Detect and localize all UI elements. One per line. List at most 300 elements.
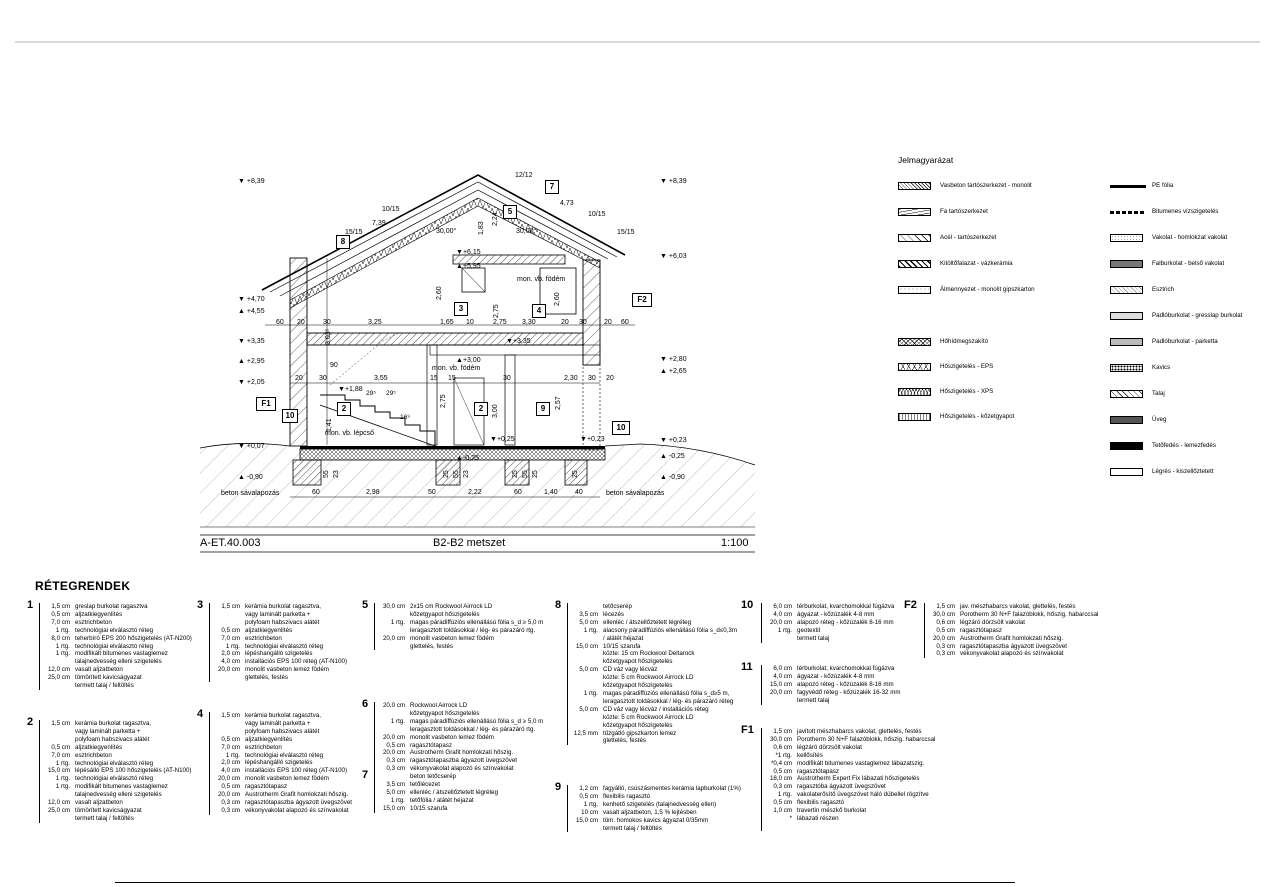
note-label: beton sávalapozás [606,490,665,497]
layer-thickness: 7,0 cm [221,634,240,642]
legend-label: Vasbeton tartószerkezet - monolit [940,182,1032,189]
layer-row [210,775,352,783]
layer-row [375,757,543,765]
layer-row [568,698,737,706]
layer-row [762,799,935,807]
layer-thickness: 20,0 cm [382,733,405,741]
layer-description: kerámia burkolat ragasztva, [75,720,152,727]
callout-9: 9 [536,402,550,416]
layer-row [40,650,192,658]
layer-thickness: 20,0 cm [217,775,240,783]
layer-row [568,706,737,714]
level-marker: ▲ -0,90 [660,474,685,481]
layer-thickness: 6,0 cm [773,603,792,610]
layer-description: kőzetgyapot hőszigetelés [603,721,673,729]
layer-thickness: 0,5 cm [221,783,240,791]
layer-thickness: 0,6 cm [936,618,955,626]
layer-row [210,643,347,651]
layer-thickness: 0,5 cm [51,610,70,618]
layer-row [40,736,191,744]
layer-description: leragasztott toldásokkal / lég- és párazáró réteg [603,697,734,705]
layer-row [40,728,191,736]
dim-label: 10 [466,319,474,326]
layer-block-id: 2 [27,716,34,728]
layer-block-bar [39,720,40,823]
layer-row [40,807,191,815]
dim-label: 1,41 [326,418,333,432]
layer-thickness: 0,5 cm [773,799,792,807]
layer-description: ellenléc / átszellőztetett légréteg [603,618,692,626]
legend-label: Talaj [1152,390,1165,397]
layer-description: termett talaj [797,696,830,704]
layer-block-id: 6 [362,698,369,710]
legend-label: Bitumenes vízszigetelés [1152,208,1219,215]
layer-description: kőzetgyapot hőszigetelés [410,709,480,717]
layer-thickness: 1 rtg. [390,717,405,725]
layer-description: javított mészhabarcs vakolat, glettelés, festés [797,728,922,735]
dim-label: 1,40 [544,489,558,496]
layer-description: tömörített kavicságyazat [75,806,142,814]
layer-block-id: 11 [741,661,753,673]
layer-thickness [210,674,245,682]
level-marker: ▲ +2,95 [238,358,265,365]
layer-row [210,619,347,627]
layer-description: közte: 5 cm Rockwool Airrock LD [603,674,694,682]
legend-swatch [898,388,931,396]
layers-title: RÉTEGRENDEK [35,579,131,593]
layer-description: térburkolat, kvarchomokkal fúgázva [797,603,895,610]
layer-thickness: 1 rtg. [55,759,70,767]
layer-description: greslap burkolat ragasztva [75,603,148,610]
layer-thickness: *0,4 cm [771,759,792,767]
layer-row [210,728,352,736]
layer-description: lépésálló EPS 100 hőszigetelés (AT-N100) [75,767,192,775]
layer-row [568,635,737,643]
layer-thickness: 4,0 cm [221,658,240,666]
layer-row [568,785,741,793]
layer-description: termett talaj / feltöltés [75,814,134,822]
layer-thickness: 1 rtg. [225,642,240,650]
layer-row [375,611,543,619]
layer-block-9 [555,781,741,832]
dim-label: 2,57 [555,396,562,410]
layer-description: ragasztótapasz [797,767,839,775]
layer-description: monolit vasbeton lemez födém [410,733,494,741]
layer-row [375,765,543,773]
layer-row [40,635,192,643]
dim-label: 15/15 [345,229,363,236]
layer-description: vasalt aljzatbeton [75,666,123,674]
layer-description: installációs EPS 100 réteg (AT-N100) [245,658,348,666]
layer-row [925,635,1098,643]
layer-description: aljzatkiegyenlítés [75,743,123,751]
layer-row [210,767,352,775]
dim-label: 2,98 [366,489,380,496]
layer-thickness [210,619,245,627]
layer-description: magas páradiffúziós ellenállású fólia s_d ≥ 5,0 m [410,717,544,725]
layer-description: leragasztott toldásokkal / lég- és párazáró rtg. [410,725,536,733]
layer-row [210,635,347,643]
layer-row [210,674,347,682]
level-marker: ▼ +2,05 [238,379,265,386]
layer-block-bar [374,603,375,650]
layer-row [762,603,894,611]
layer-thickness [568,825,603,833]
layer-thickness: 1 rtg. [390,796,405,804]
layer-row [210,658,347,666]
stair-label: 29⁵ [386,390,396,397]
layer-row [762,673,901,681]
level-marker: ▼ +3,35 [238,338,265,345]
layer-row [762,768,935,776]
note-label: mon. vb. födém [517,276,566,283]
layer-thickness: 1,5 cm [51,603,70,610]
layer-row [568,722,737,730]
dim-label: 23 [333,470,340,478]
note-label: mon. vb. födém [432,365,481,372]
layer-row [40,799,191,807]
callout-4: 4 [532,304,546,318]
layer-description: térburkolat, kvarchomokkal fúgázva [797,665,895,672]
layer-row [568,730,737,738]
layer-description: monolit vasbeton lemez födém [245,775,329,783]
callout-2: 2 [337,402,351,416]
layer-description: légzáró dörzsölt vakolat [797,743,863,751]
layer-description: monolit vasbeton lemez födém [410,634,494,642]
layer-description: geotextil [797,626,821,634]
layer-block-bar [567,785,568,832]
layer-description: modifikált bitumenes vastaglemez [75,650,168,658]
layer-description: esztrichbeton [75,618,112,626]
layer-description: / alátét héjazat [603,634,644,642]
layer-block-bar [39,603,40,690]
layer-description: glettelés, festés [603,737,646,745]
layer-thickness [375,643,410,651]
legend-swatch [1110,468,1143,476]
layer-row [762,697,901,705]
dim-label: 20 [606,375,614,382]
legend-label: Esztrich [1152,286,1175,293]
layer-thickness [568,737,603,745]
layer-thickness: 20,0 cm [217,666,240,674]
legend-title: Jelmagyarázat [898,155,954,165]
layer-description: tetőfólia / alátét héjazat [410,796,474,804]
layer-block-id: 10 [741,599,754,611]
legend-label: Hőhídmegszakító [940,338,989,345]
layer-thickness: 20,0 cm [769,688,792,696]
layer-thickness: 1 rtg. [55,626,70,634]
dim-label: 2,75 [493,304,500,318]
layer-thickness [568,603,603,611]
dim-label: 3,55 [374,375,388,382]
layer-thickness: 5,0 cm [579,618,598,626]
callout-10: 10 [282,409,298,423]
legend-label: Kitöltőfalazat - vázkerámia [940,260,1013,267]
layer-row [762,775,935,783]
layer-description: vagy laminált parketta + [75,727,141,735]
layer-description: Austrotherm Expert Fix lábazati hőszigetelés [797,775,920,783]
dim-label: 2,75 [440,394,447,408]
dim-label: 20 [604,319,612,326]
stair-label: 29⁵ [366,390,376,397]
layer-description: vasalt aljzatbeton, 1,5 % lejtésben [603,808,697,816]
layer-description: ragasztótapasz [245,783,287,791]
layer-description: lépéshangálló szigetelés [245,650,313,658]
legend-label: Hőszigetelés - EPS [940,363,994,370]
layer-description: esztrichbeton [245,743,282,751]
layer-thickness: 1 rtg. [777,791,792,799]
layer-row [40,720,191,728]
layer-description: Austrotherm Grafit homlokzati hőszig. [245,791,349,799]
dim-label: 40 [575,489,583,496]
layer-thickness: 3,5 cm [579,610,598,618]
legend-label: Tetőfedés - lemezfedés [1152,442,1216,449]
layer-block-id: 1 [27,599,34,611]
level-marker: ▼+1,88 [338,386,363,393]
layer-row [210,736,352,744]
layer-description: termett talaj / feltöltés [603,824,662,832]
legend-swatch [1110,390,1143,398]
level-marker: ▲+5,95 [456,263,481,270]
layer-thickness: 0,5 cm [51,743,70,751]
layer-row [762,791,935,799]
layer-row [925,603,1098,611]
legend-swatch [1110,260,1143,268]
layer-thickness [40,658,75,666]
dim-label: 3,00 [492,404,499,418]
layer-thickness: 25,0 cm [47,674,70,682]
layer-description: flexibilis ragasztó [797,799,845,807]
layer-row [375,619,543,627]
layer-description: technológiai elválasztó réteg [245,642,324,650]
callout-F1: F1 [256,397,276,411]
layer-thickness [568,635,603,643]
layer-row [210,666,347,674]
layer-thickness: 30,0 cm [769,735,792,743]
layer-thickness: 1 rtg. [225,751,240,759]
legend [898,150,1278,490]
layer-row [925,619,1098,627]
layer-row [568,793,741,801]
layer-description: polyfoam habszivacs alátét [245,618,320,626]
layer-row [210,783,352,791]
layer-thickness: 20,0 cm [217,791,240,799]
layer-description: ragasztóba ágyazott üvegszövet [797,783,886,791]
layer-thickness: 12,0 cm [47,666,70,674]
legend-swatch [898,182,931,190]
layer-row [375,734,543,742]
layer-row [40,760,191,768]
layer-description: ragasztótapaszba ágyazott üvegszövet [245,798,352,806]
legend-swatch [898,363,931,371]
layer-description: talajnedvesség elleni szigetelés [75,791,162,799]
layer-thickness: 2,0 cm [221,650,240,658]
layer-description: installációs EPS 100 réteg (AT-N100) [245,767,348,775]
layer-description: ágyazat - kőzúzalék 4-8 mm [797,672,875,680]
dim-label: 2,60 [436,286,443,300]
layer-description: 10/15 szarufa [603,642,641,650]
dim-label: 25 [443,470,450,478]
layer-thickness [568,714,603,722]
dim-label: 30 [579,319,587,326]
layer-description: alacsony páradiffúziós ellenállású fólia s_d≤0,3m [603,626,737,634]
layer-thickness: 1,0 cm [773,807,792,815]
layer-row [40,752,191,760]
layer-row [762,665,901,673]
layer-thickness: * [789,814,792,822]
layer-row [568,627,737,635]
dim-label: 55 [453,470,460,478]
dim-label: 23 [463,470,470,478]
dim-label: 7,39 [372,220,386,227]
layer-block-bar [209,712,210,815]
layer-description: modifikált bitumenes vastaglemez lábazatszig. [797,759,925,767]
layer-description: technológiai elválasztó réteg [245,751,324,759]
layer-thickness: 4,0 cm [773,610,792,618]
layer-row [568,619,737,627]
layer-block-2 [27,716,192,823]
layer-row [375,718,543,726]
layer-thickness: 1 rtg. [55,650,70,658]
layer-description: technológiai elválasztó réteg [75,642,154,650]
layer-description: ágyazat - kőzúzalék 4-8 mm [797,610,875,618]
layer-thickness: 1,5 cm [773,728,792,735]
layer-row [762,728,935,736]
layer-thickness [210,611,245,619]
drawing-number: A-ET.40.003 [200,537,261,549]
layer-description: töm. homokos kavics ágyazat 0/35mm [603,816,709,824]
layer-row [375,797,498,805]
layer-row [375,749,543,757]
layer-thickness: 5,0 cm [579,666,598,674]
layer-block-8 [555,599,737,745]
legend-label: Kavics [1152,364,1171,371]
legend-label: Fa tartószerkezet [940,208,988,215]
layer-description: vékonyvakolat alapozó és színvakolat [410,765,514,773]
layer-row [40,619,192,627]
layer-row [568,714,737,722]
layer-description: tűzgátló gipszkarton lemez [603,729,677,737]
layer-row [210,744,352,752]
layer-description: kellősítés [797,751,823,759]
layer-thickness: 5,0 cm [579,705,598,713]
layer-description: légzáró dörzsölt vakolat [960,618,1026,626]
layer-thickness [40,791,75,799]
dim-label: 90 [330,362,338,369]
layer-block-bar [374,773,375,813]
layer-thickness: 6,0 cm [773,665,792,672]
layer-row [210,791,352,799]
layer-thickness [375,773,410,781]
layer-thickness: 0,5 cm [936,626,955,634]
layer-description: beton tetőcserép [410,773,457,780]
layer-description: kőzetgyapot hőszigetelés [603,658,673,666]
legend-label: Falburkolat - belső vakolat [1152,260,1225,267]
layer-row [40,775,191,783]
layer-row [210,720,352,728]
layer-thickness: 12,0 cm [47,799,70,807]
layer-description: kőzetgyapot hőszigetelés [410,610,480,618]
level-marker: ▼ +8,39 [238,178,265,185]
layer-thickness: 15,0 cm [382,804,405,812]
layer-row [568,650,737,658]
layer-row [375,627,543,635]
dim-label: 55 [522,470,529,478]
legend-swatch [898,338,931,346]
layer-row [210,603,347,611]
layer-description: alapozó réteg - kőzúzalék 8-16 mm [797,618,894,626]
layer-description: vakolaterősítő üvegszövet háló dübellel rögzítve [797,791,929,799]
layer-thickness: 1 rtg. [583,800,598,808]
layer-thickness: 10 cm [581,808,598,816]
layer-row [568,825,741,833]
legend-swatch [1110,338,1143,346]
layer-description: közte: 15 cm Rockwool Deltarock [603,650,695,658]
dim-label: 2,60 [554,292,561,306]
layer-thickness: 1 rtg. [55,642,70,650]
level-marker: ▼ +0,07 [238,443,265,450]
layer-block-11 [741,661,901,705]
layer-row [375,643,543,651]
callout-3: 3 [454,302,468,316]
layer-thickness: 20,0 cm [382,702,405,709]
layer-row [210,752,352,760]
layer-thickness: 8,0 cm [51,634,70,642]
layer-block-f2 [904,599,1099,658]
layer-row [568,801,741,809]
layer-description: lépéshangálló szigetelés [245,759,313,767]
legend-label: Üveg [1152,416,1167,423]
layer-thickness: 1 rtg. [390,618,405,626]
dim-label: 2,75 [493,319,507,326]
layer-row [40,815,191,823]
level-marker: ▲ +4,55 [238,308,265,315]
layer-thickness [40,815,75,823]
layer-description: fagyálló, csúszásmentes kerámia lapburkolat (1%) [603,785,741,792]
layer-description: vagy laminált parketta + [245,610,311,618]
layer-block-id: 7 [362,769,369,781]
layer-thickness: 20,0 cm [382,749,405,757]
layer-description: ellenléc / átszellőztetett légréteg [410,788,499,796]
layer-thickness: 0,5 cm [221,735,240,743]
layer-row [568,658,737,666]
layer-thickness [375,627,410,635]
layer-thickness: 7,0 cm [51,751,70,759]
layer-block-id: 9 [555,781,562,793]
callout-8: 8 [336,235,350,249]
layer-block-id: 3 [197,599,204,611]
layer-row [568,666,737,674]
dim-label: 4,73 [560,200,574,207]
layer-row [925,643,1098,651]
callout-F2: F2 [632,293,652,307]
layer-row [375,726,543,734]
layer-row [762,744,935,752]
callout-7: 7 [545,180,559,194]
layer-thickness [40,728,75,736]
layer-thickness [568,658,603,666]
layer-block-bar [209,603,210,682]
dim-label: 30 [319,375,327,382]
level-marker: ▼+3,35 [506,338,531,345]
legend-label: PE fólia [1152,182,1174,189]
layer-description: kenhető szigetelés (talajnedvesség ellen) [603,800,717,808]
layer-description: ragasztótapasz [960,626,1002,634]
layer-thickness: 1 rtg. [55,783,70,791]
layer-row [762,627,894,635]
legend-label: Vakolat - homlokzat vakolat [1152,234,1228,241]
layer-row [40,783,191,791]
